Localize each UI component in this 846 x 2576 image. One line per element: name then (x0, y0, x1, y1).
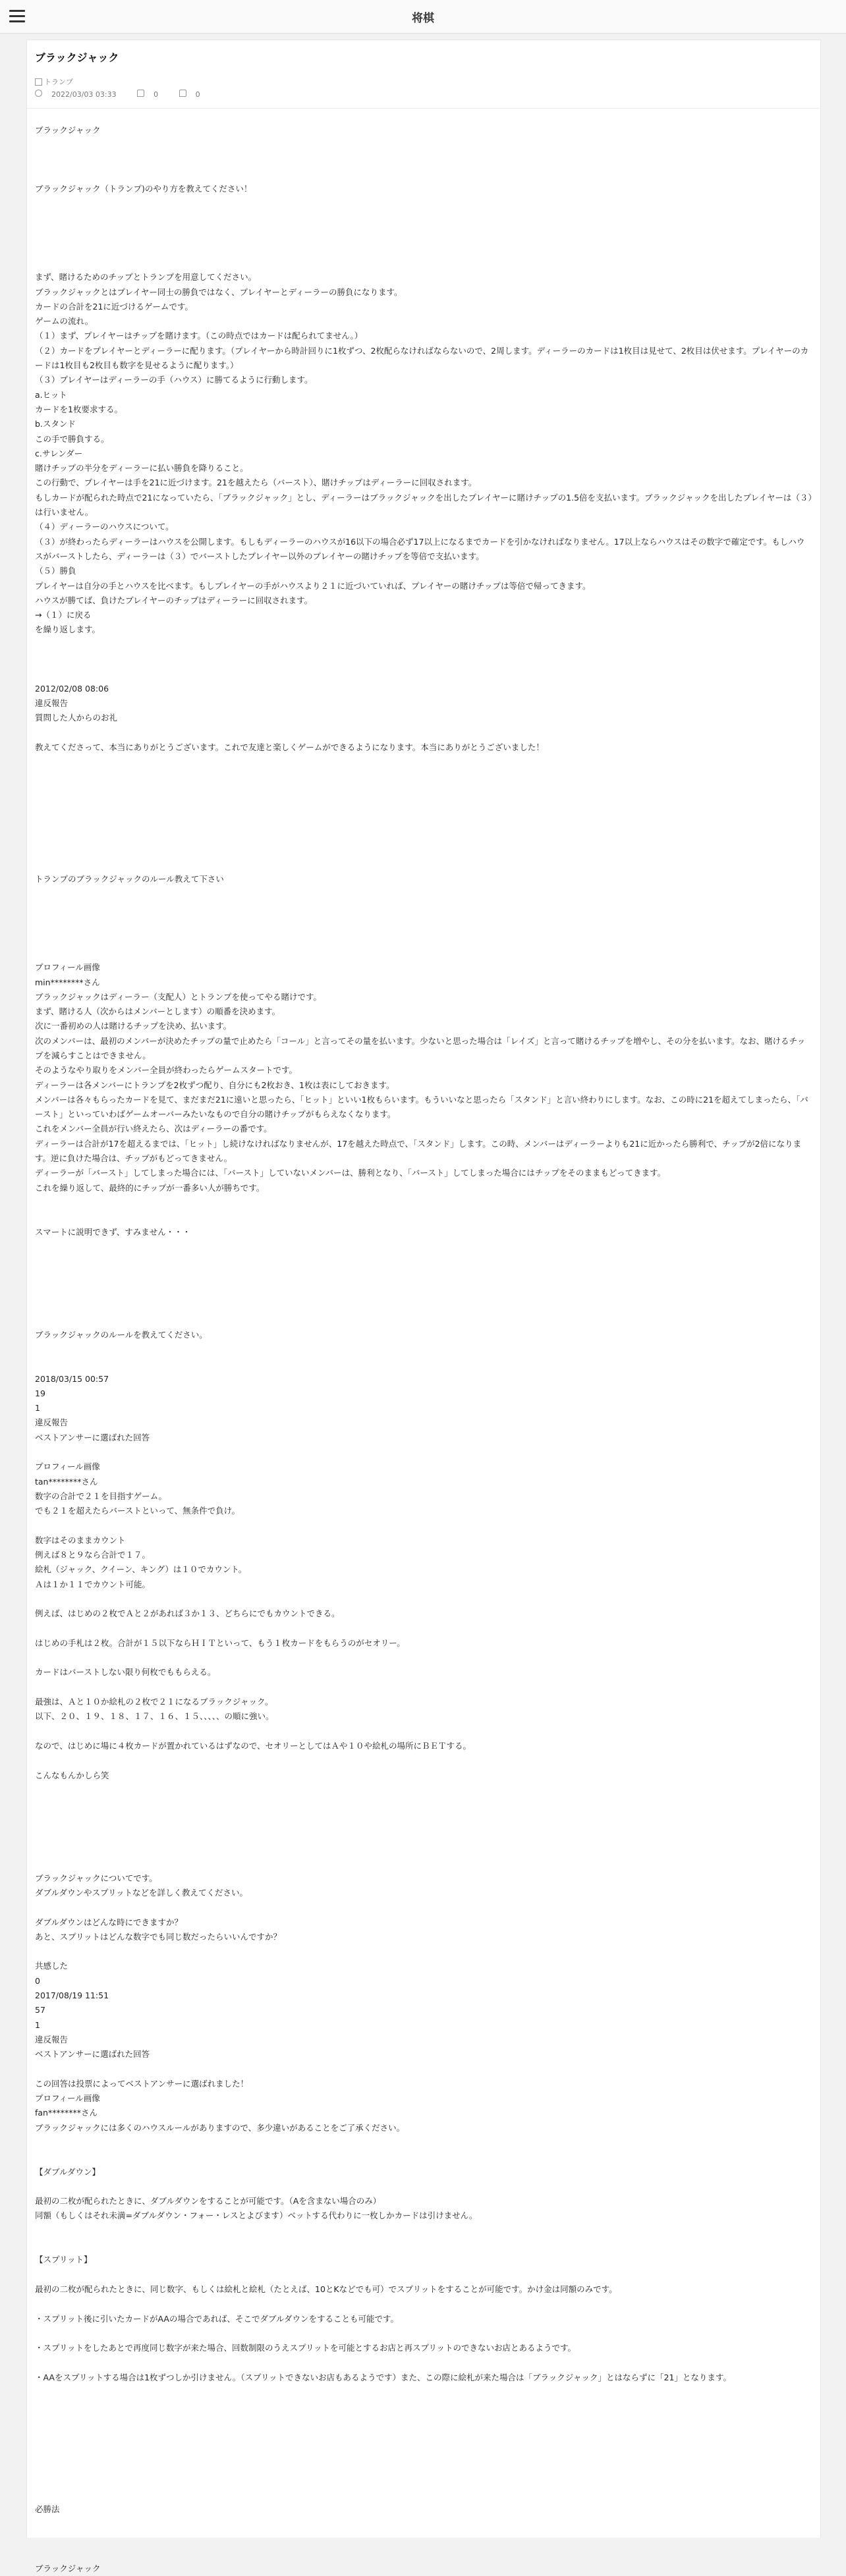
top-bar (0, 0, 846, 34)
category-label: トランプ (44, 78, 73, 86)
category-link[interactable] (35, 76, 73, 88)
article-body: ブラックジャック ブラックジャック（トランプ)のやり方を教えてください！ まず、賭けるためのチップとトランプを用意してください。 ブラックジャックとはプレイヤー同士の勝負ではなく、プレイヤーとディーラーの勝負になります。 カードの合計を21に近づけるゲームです。 ゲームの流れ。 （１）まず、プレイヤーはチップを賭けます。（この時点ではカードは配られてません。） （２）カードをプレイヤーとディーラーに配ります。（プレイヤーから時計回りに1枚ずつ、2枚配らなければならないので、2周します。ディーラーのカードは1枚目は見せて、2枚目は伏せます。プレイヤーのカードは1枚目も2枚目も数字を見せるように配ります。） （３）プレイヤーはディーラーの手（ハウス）に勝てるように行動します。 a.ヒット カードを1枚要求する。 b.スタンド この手で勝負する。 c.サレンダー 賭けチップの半分をディーラーに払い勝負を降りること。 この行動で、プレイヤーは手を21に近づけます。21を越えたら（バースト）、賭けチップはディーラーに回収されます。 もしカードが配られた時点で21になっていたら、「ブラックジャック」とし、ディーラーはブラックジャックを出したプレイヤーに賭けチップの1.5倍を支払います。ブラックジャックを出したプレイヤーは（３）は行いません。 （４）ディーラーのハウスについて。 （３）が終わったらディーラーはハウスを公開します。もしもディーラーのハウスが16以下の場合必ず17以上になるまでカードを引かなければなりません。17以上ならハウスはその数字で確定です。もしハウスがバーストしたら、ディーラーは（３）でバーストしたプレイヤー以外のプレイヤーの賭けチップを等倍で支払います。 （５）勝負 プレイヤーは自分の手とハウスを比べます。もしプレイヤーの手がハウスより２１に近づいていれば、プレイヤーの賭けチップは等倍で帰ってきます。 ハウスが勝てば、負けたプレイヤーのチップはディーラーに回収されます。 →（１）に戻る を繰り返します。 2012/02/08 08:06 違反報告 質問した人からのお礼 教えてくださって、本当にありがとうございます。これで友達と楽しくゲームができるようになります。本当にありがとうございました！ トランプのブラックジャックのルール教えて下さい プロフィール画像 min********さん ブラックジャックはディーラー（支配人）とトランプを使ってやる賭けです。 まず、賭ける人（次からはメンバーとします）の順番を決めます。 次に一番初めの人は賭けるチップを決め、払います。 次のメンバーは、最初のメンバーが決めたチップの量で止めたら「コール」と言ってその量を払います。少ないと思った場合は「レイズ」と言って賭けるチップを増やし、その分を払います。なお、賭けるチップを減らすことはできません。 そのようなやり取りをメンバー全員が終わったらゲームスタートです。 ディーラーは各メンバーにトランプを2枚ずつ配り、自分にも2枚おき、1枚は表にしておきます。 メンバーは各々もらったカードを見て、まだまだ21に遠いと思ったら、「ヒット」といい1枚もらいます。もういいなと思ったら「スタンド」と言い終わりにします。なお、この時に21を超えてしまったら、「バースト」といっていわばゲームオーバーみたいなもので自分の賭けチップがもらえなくなります。 これをメンバー全員が行い終えたら、次はディーラーの番です。 ディーラーは合計が17を超えるまでは、「ヒット」し続けなければなりませんが、17を越えた時点で、「スタンド」します。この時、メンバーはディーラーよりも21に近かったら勝利で、チップが2倍になります。逆に負けた場合は、チップがもどってきません。 ディーラーが「バースト」してしまった場合には、「バースト」していないメンバーは、勝利となり、「バースト」してしまった場合にはチップをそのままもどってきます。 これを繰り返して、最終的にチップが一番多い人が勝ちです。 スマートに説明できず、すみません・・・ ブラックジャックのルールを教えてください。 2018/03/15 00:57 19 1 違反報告 ベストアンサーに選ばれた回答 プロフィール画像 tan********さん 数字の合計で２１を目指すゲーム。 でも２１を超えたらバーストといって、無条件で負け。 数字はそのままカウント 例えば８と９なら合計で１７。 絵札（ジャック、クイーン、キング）は１０でカウント。 Ａは１か１１でカウント可能。 例えば、はじめの２枚でＡと２があれば３か１３、どちらにでもカウントできる。 はじめの手札は２枚。合計が１５以下ならＨＩＴといって、もう１枚カードをもらうのがセオリー。 カードはバーストしない限り何枚でももらえる。 最強は、Ａと１０か絵札の２枚で２１になるブラックジャック。 以下、２０、１９、１８、１７、１６、１５、、、、、の順に強い。 なので、はじめに場に４枚カードが置かれているはずなので、セオリーとしてはＡや１０や絵札の場所にＢＥＴする。 こんなもんかしら笑 ブラックジャックについてです。 ダブルダウンやスプリットなどを詳しく教えてください。 ダブルダウンはどんな時にできますか？ あと、スプリットはどんな数字でも同じ数だったらいいんですか？ 共感した 0 2017/08/19 11:51 57 1 違反報告 ベストアンサーに選ばれた回答 この回答は投票によってベストアンサーに選ばれました！ プロフィール画像 fan********さん ブラックジャックには多くのハウスルールがありますので、多少違いがあることをご了承ください。 【ダブルダウン】 最初の二枚が配られたときに、ダブルダウンをすることが可能です。（Aを含まない場合のみ） 同額（もしくはそれ未満=ダブルダウン・フォー・レスとよびます）ベットする代わりに一枚しかカードは引けません。 【スプリット】 最初の二枚が配られたときに、同じ数字、もしくは絵札と絵札（たとえば、10とKなどでも可）でスプリットをすることが可能です。かけ金は同額のみです。 ・スプリット後に引いたカードがAAの場合であれば、そこでダブルダウンをすることも可能です。 ・スプリットをしたあとで再度同じ数字が来た場合、回数制限のうえスプリットを可能とするお店と再スプリットのできないお店とあるようです。 ・AAをスプリットする場合は1枚ずつしか引けません。（スプリットできないお店もあるようです）また、この際に絵札が来た場合は「ブラックジャック」とはならずに「21」となります。 必勝法 ブラックジャック (35, 125, 812, 2573)
comment-count: 0 (195, 90, 200, 99)
clock-icon (35, 90, 42, 97)
article-title: ブラックジャック (35, 51, 119, 64)
comment-icon (137, 90, 144, 97)
post-date: 2022/03/03 03:33 (51, 90, 117, 99)
view-count: 0 (154, 90, 159, 99)
message-icon (179, 90, 186, 97)
site-title: 将棋 (412, 12, 434, 25)
folder-icon (35, 78, 42, 86)
article-card (26, 40, 821, 2573)
article-header (27, 40, 820, 109)
article-meta (35, 76, 812, 100)
